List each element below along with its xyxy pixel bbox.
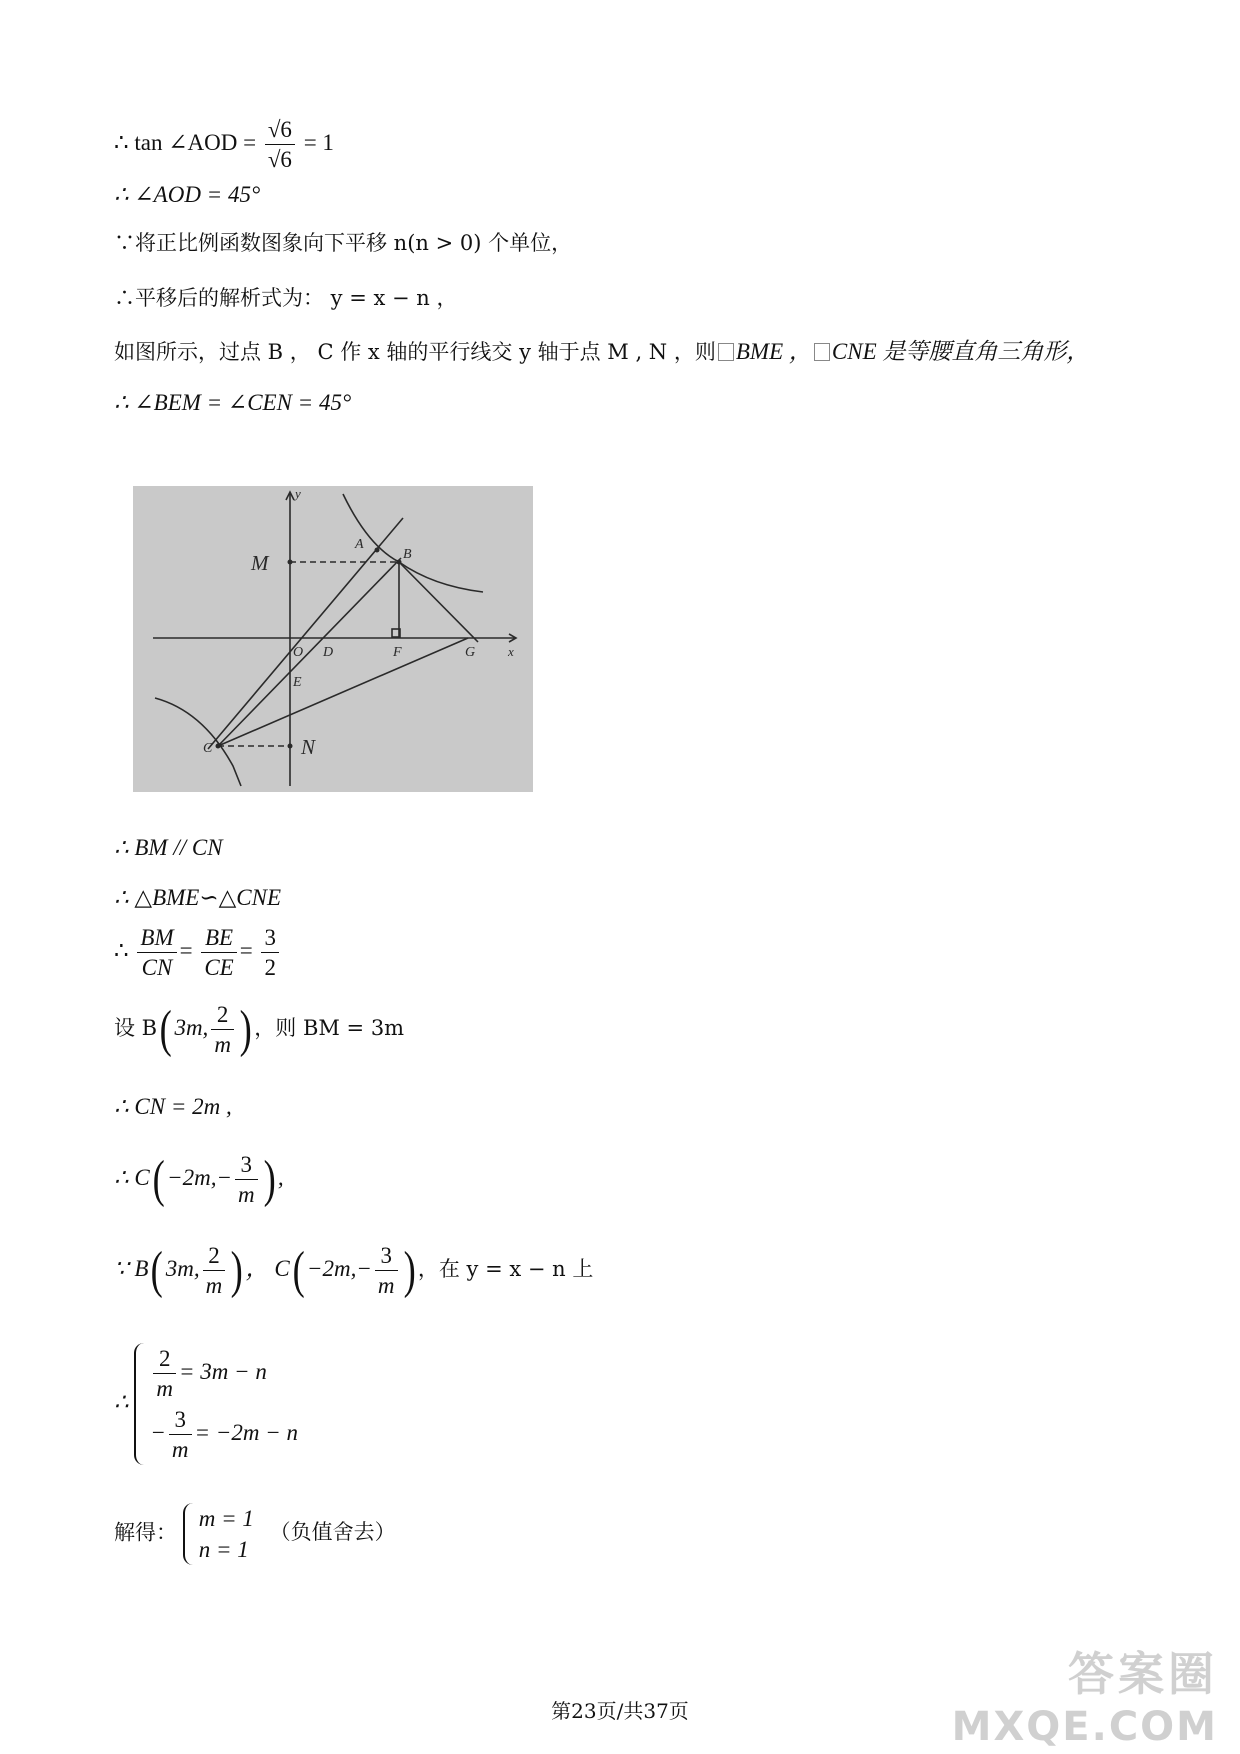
- c-suffix: ,: [277, 1164, 284, 1190]
- b-x-coord: 3m,: [165, 1255, 200, 1281]
- line-bem-cen: ∴ ∠BEM = ∠CEN = 45°: [114, 390, 352, 415]
- frac-den: √6: [267, 147, 292, 172]
- page-number: 第23页/共37页: [551, 1699, 689, 1723]
- solution-n: n = 1: [198, 1537, 249, 1562]
- fraction-2-m: [203, 1244, 226, 1297]
- left-brace: [134, 1343, 148, 1465]
- system-row-2: [150, 1404, 298, 1465]
- label-g: G: [465, 645, 476, 660]
- watermark-en: MXQE.COM: [951, 1704, 1218, 1750]
- triangle-symbol-box: [718, 343, 734, 361]
- line-ratio: ∴ $\frac{BM}{CN}$ = $\frac{BE}{CE}$ = $\frac{3}{2}$: [114, 926, 282, 979]
- point-m: [288, 560, 293, 565]
- let-b-suffix: ，则 BM = 3m: [254, 1015, 405, 1040]
- solution-m: m = 1: [198, 1506, 254, 1531]
- system-row-1: [150, 1343, 298, 1404]
- fraction-3-2: [261, 926, 279, 979]
- construction-cne: CNE 是等腰直角三角形，: [831, 339, 1090, 364]
- point-a: [375, 548, 380, 553]
- line-similar-triangles: ∴ △BME∽△CNE: [114, 885, 282, 910]
- frac-num: 3: [261, 926, 279, 953]
- label-y: y: [295, 486, 301, 501]
- line-shift-down: ∵将正比例函数图象向下平移 n(n > 0) 个单位，: [114, 231, 573, 255]
- frac-den: m: [237, 1182, 255, 1207]
- point-b: [397, 560, 402, 565]
- label-x: x: [508, 644, 514, 659]
- frac-num: 2: [153, 1347, 176, 1374]
- label-f: F: [393, 645, 402, 660]
- c-x-coord: −2m,−: [167, 1164, 232, 1190]
- line-points-on-line: ∵ B( 3m, $\frac{2}{m}$ ) ， C( −2m,− $\frac{3}{m}$ ) ，在 y = x − n 上: [114, 1241, 594, 1299]
- solution-note: （负值舍去）: [269, 1520, 396, 1545]
- triangle-symbol-box: [814, 343, 830, 361]
- fraction-3-m: [169, 1408, 192, 1461]
- b-prefix: ∵ B: [114, 1255, 149, 1281]
- line-tan-aod: [114, 118, 334, 171]
- construction-bme: BME ，: [735, 339, 812, 364]
- line-bm-parallel-cn: ∴ BM // CN: [114, 835, 223, 860]
- frac-den: m: [205, 1273, 223, 1298]
- frac-den: m: [214, 1032, 231, 1057]
- line-c-coords: ∴ C( −2m,− $\frac{3}{m}$ ) ,: [114, 1150, 284, 1208]
- frac-den: 2: [264, 955, 276, 980]
- label-c: C: [203, 741, 213, 756]
- tan-prefix: ∴ tan ∠AOD =: [114, 129, 257, 155]
- frac-den: CE: [204, 955, 234, 980]
- frac-num: √6: [265, 118, 295, 145]
- fraction-be-ce: [201, 926, 236, 979]
- equation-system: [114, 1343, 298, 1465]
- label-m: M: [251, 551, 269, 575]
- label-e: E: [293, 675, 302, 690]
- solution-prefix: 解得：: [114, 1520, 177, 1545]
- frac-num: 3: [235, 1153, 258, 1180]
- line-shifted-equation: ∴平移后的解析式为： y = x − n ，: [114, 286, 458, 310]
- fraction-2-m: [211, 1003, 234, 1056]
- c-x-coord: −2m,−: [307, 1255, 372, 1281]
- line-construction: [114, 340, 1089, 363]
- solution: [114, 1503, 396, 1565]
- system-prefix: ∴: [114, 1389, 129, 1415]
- fraction-3-m: [375, 1244, 398, 1297]
- line-let-b: 设 B( 3m, $\frac{2}{m}$ ) ，则 BM = 3m: [114, 1000, 405, 1058]
- frac-den: m: [377, 1273, 395, 1298]
- ratio-prefix: ∴: [114, 937, 129, 963]
- fraction-2-m: [153, 1347, 176, 1400]
- figure-background: [133, 486, 533, 792]
- system-brace-group: [134, 1343, 298, 1465]
- frac-den: m: [171, 1437, 189, 1462]
- b-x-coord: 3m,: [174, 1014, 209, 1040]
- frac-num: BM: [137, 926, 176, 953]
- line-aod-45: ∴ ∠AOD = 45°: [114, 182, 261, 207]
- frac-num: 2: [211, 1003, 234, 1030]
- row2-pre: −: [150, 1419, 166, 1445]
- c-prefix: ∴ C: [114, 1164, 150, 1190]
- frac-num: BE: [201, 926, 236, 953]
- label-n: N: [301, 735, 316, 759]
- frac-num: 3: [169, 1408, 192, 1435]
- watermark-cn: 答案圈: [1068, 1647, 1218, 1701]
- c-mid: ， C: [245, 1255, 290, 1281]
- frac-den: CN: [141, 955, 173, 980]
- frac-den: m: [156, 1376, 174, 1401]
- fraction-3-m: [235, 1153, 258, 1206]
- label-a: A: [355, 537, 364, 552]
- let-b-prefix: 设 B: [114, 1015, 158, 1040]
- tan-rhs: = 1: [303, 129, 334, 155]
- fraction-bm-cn: [137, 926, 176, 979]
- label-d: D: [323, 645, 334, 660]
- on-line-suffix: ，在 y = x − n 上: [417, 1256, 594, 1281]
- left-brace: [183, 1503, 197, 1565]
- row2-rhs: = −2m − n: [194, 1419, 298, 1445]
- frac-num: 3: [375, 1244, 398, 1271]
- point-n: [288, 744, 293, 749]
- line-cn-2m: ∴ CN = 2m ,: [114, 1094, 232, 1119]
- solution-brace-group: [183, 1503, 254, 1565]
- watermark-logo: [952, 1638, 1218, 1750]
- label-o: O: [293, 645, 304, 660]
- fraction-sqrt6: [265, 118, 295, 171]
- geometry-figure: [133, 486, 533, 792]
- frac-num: 2: [203, 1244, 226, 1271]
- label-b: B: [403, 547, 412, 562]
- point-c: [216, 744, 221, 749]
- construction-text-a: 如图所示，过点 B ， C 作 x 轴的平行线交 y 轴于点 M , N ，则: [114, 340, 716, 364]
- row1-rhs: = 3m − n: [179, 1358, 267, 1384]
